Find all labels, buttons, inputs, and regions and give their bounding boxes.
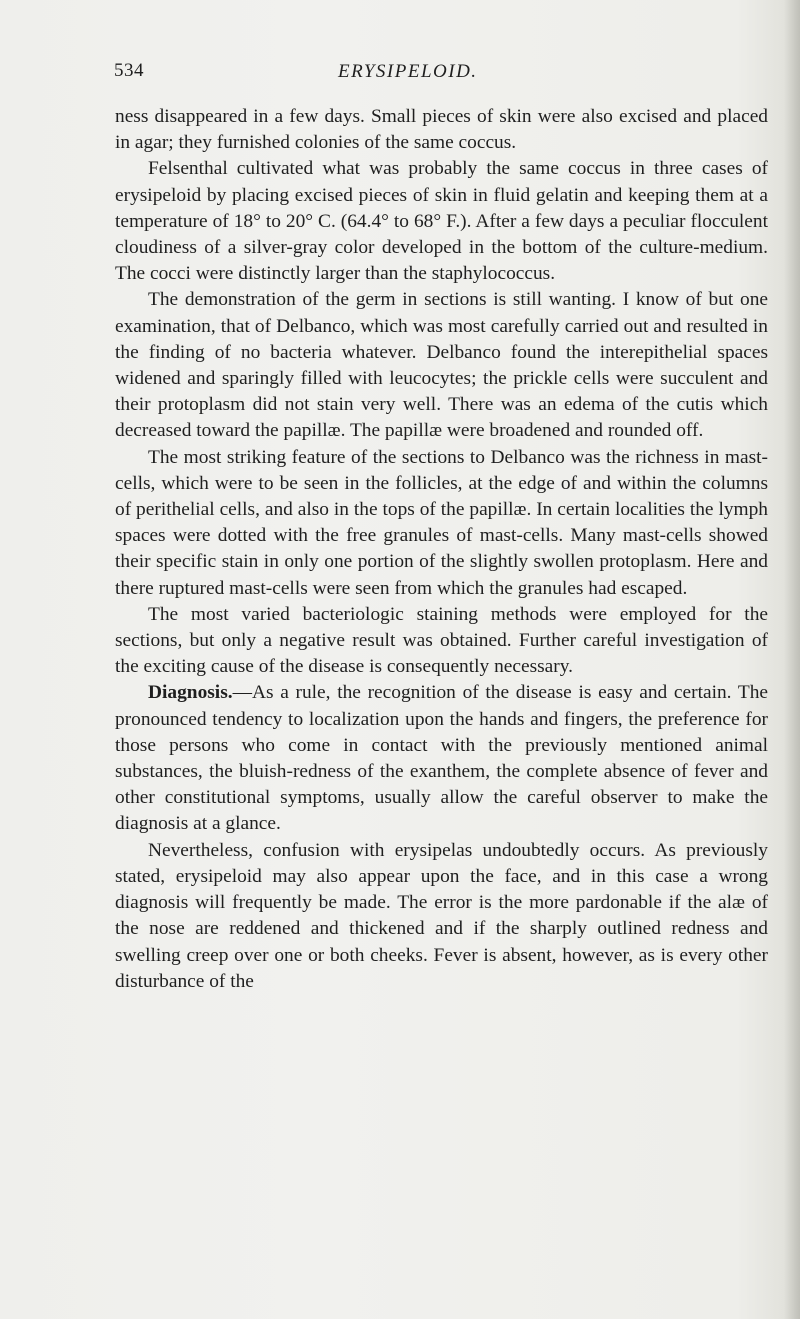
paragraph-continuation: ness disappeared in a few days. Small pieces of skin were also excised and placed in agar; they furnished colonies of the same coccus. <box>115 106 768 154</box>
body-text <box>115 104 768 995</box>
page-number: 534 <box>114 60 144 81</box>
paragraph-felsenthal: Felsenthal cultivated what was probably the same coccus in three cases of erysipeloid by placing excised pieces of skin in fluid gelatin and keeping them at a temperature of 18° to 20° C. (64.4° to 68° F.). After a few days a peculiar flocculent cloudiness of a silver-gray color developed in the bottom of the culture-medium. The cocci were distinctly larger than the staphylococcus. <box>115 158 768 285</box>
page-edge-shadow <box>784 0 800 1319</box>
paragraph-confusion: Nevertheless, confusion with erysipelas undoubtedly occurs. As previously stated, erysipeloid may also appear upon the face, and in this case a wrong diagnosis will frequently be made. The error is the more pardonable if the alæ of the nose are reddened and thickened and if the sharply outlined redness and swelling creep over one or both cheeks. Fever is absent, however, as is every other disturbance of the <box>115 839 768 992</box>
diagnosis-heading: Diagnosis. <box>148 682 233 704</box>
paragraph-bacteriologic: The most varied bacteriologic staining methods were employed for the sections, but only a negative result was obtained. Further careful investigation of the exciting cause of the disease is consequently necessary. <box>115 603 768 678</box>
running-head: ERYSIPELOID. <box>338 61 478 82</box>
paragraph-sections: The demonstration of the germ in sections is still wanting. I know of but one examination, that of Delbanco, which was most carefully carried out and resulted in the finding of no bacteria whatever. Delbanco found the interepithelial spaces widened and sparingly filled with leucocytes; the prickle cells were succulent and their protoplasm did not stain very well. There was an edema of the cutis which decreased toward the papillæ. The papillæ were broadened and rounded off. <box>115 289 768 442</box>
paragraph-mast-cells: The most striking feature of the sections to Delbanco was the richness in mast-cells, which were to be seen in the follicles, at the edge of and within the columns of perithelial cells, and also in the tops of the papillæ. In certain localities the lymph spaces were dotted with the free granules of mast-cells. Many mast-cells showed their specific stain in only one portion of the slightly swollen protoplasm. Here and there ruptured mast-cells were seen from which the granules had escaped. <box>115 446 768 599</box>
diagnosis-text: —As a rule, the recognition of the disease is easy and certain. The pronounced tendency to localization upon the hands and fingers, the preference for those persons who come in contact with the previously mentioned animal substances, the bluish-redness of the exanthem, the complete absence of fever and other constitutional symptoms, usually allow the careful observer to make the diagnosis at a glance. <box>115 682 768 835</box>
paragraph-diagnosis <box>115 680 768 837</box>
page-header <box>0 60 800 94</box>
